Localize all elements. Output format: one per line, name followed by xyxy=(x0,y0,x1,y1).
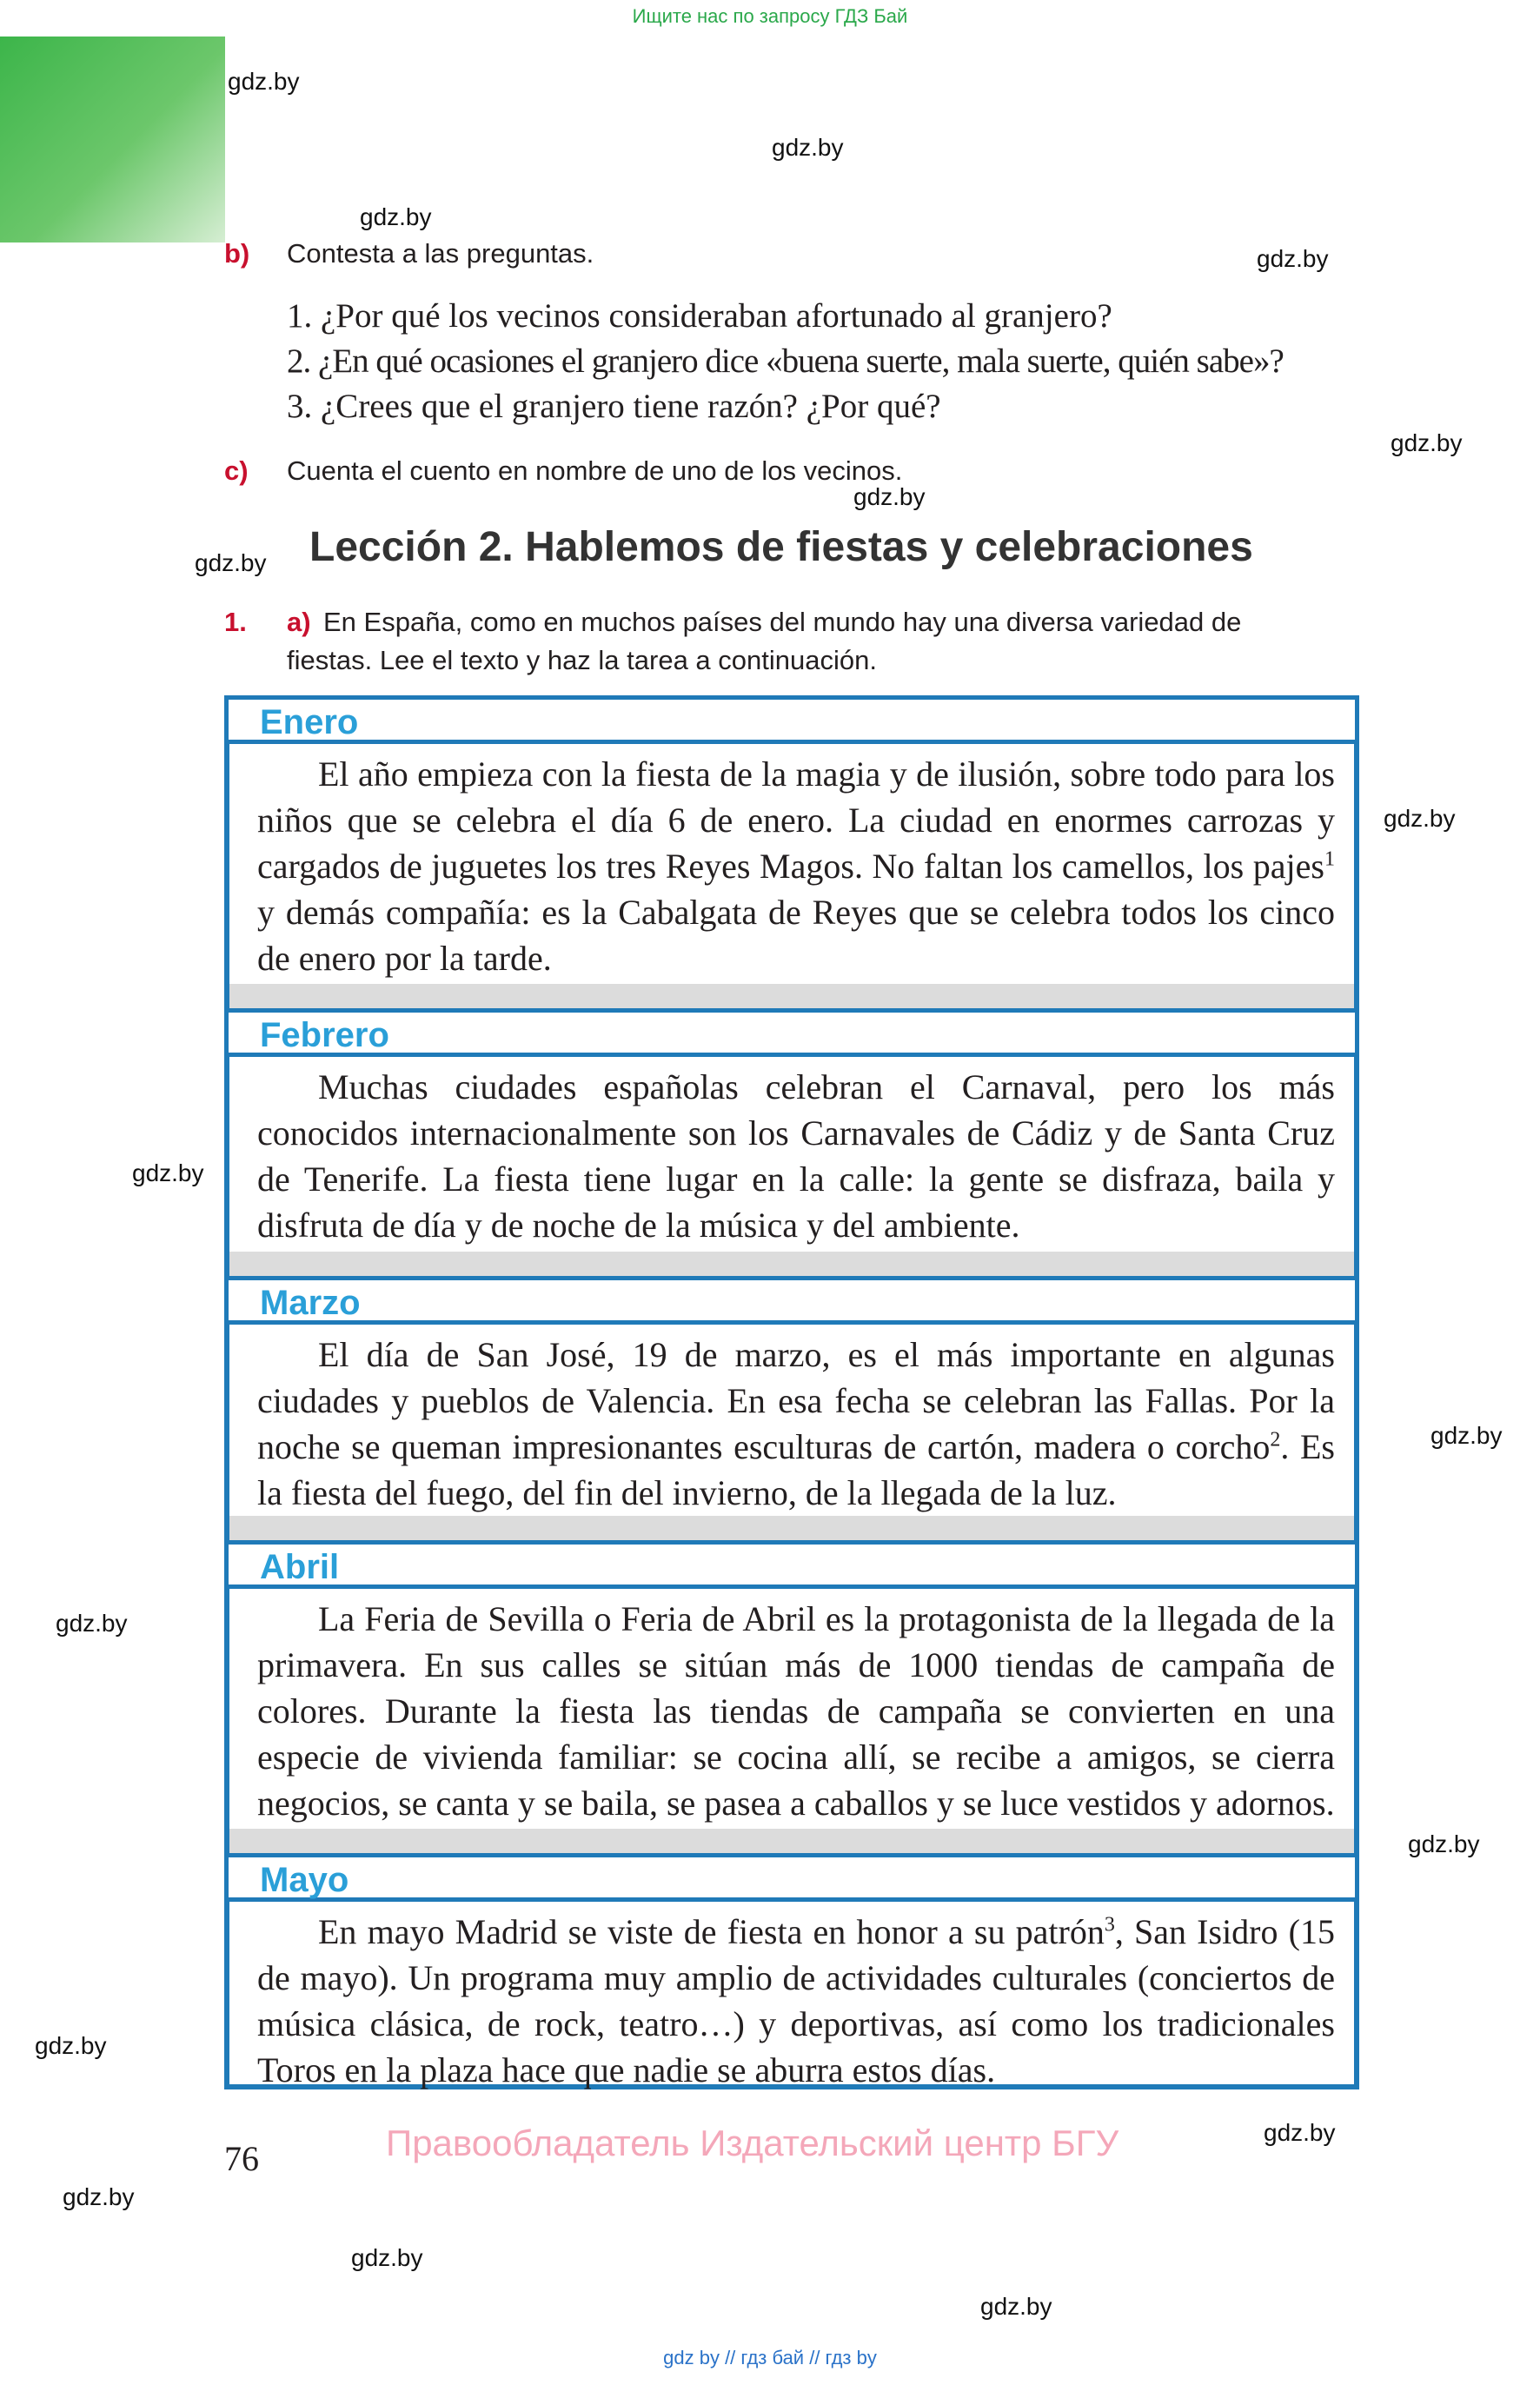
separator xyxy=(229,1516,1354,1540)
question-1: 1. ¿Por qué los vecinos consideraban afortunado al granjero? xyxy=(287,297,1112,335)
watermark: gdz.by xyxy=(1430,1422,1503,1449)
page-number: 76 xyxy=(224,2139,259,2178)
watermark: gdz.by xyxy=(360,203,432,230)
watermark: gdz.by xyxy=(63,2183,135,2210)
question-2: 2. ¿En qué ocasiones el granjero dice «buena suerte, mala suerte, quién sabe»? xyxy=(287,342,1284,380)
watermark: gdz.by xyxy=(1257,245,1329,272)
task-instruction-line-2: fiestas. Lee el texto y haz la tarea a continuación. xyxy=(287,645,877,675)
watermark: gdz.by xyxy=(853,483,926,510)
watermark: gdz.by xyxy=(351,2244,423,2271)
month-name: Febrero xyxy=(260,1016,389,1054)
corner-decoration xyxy=(0,37,225,242)
month-text-febrero: Muchas ciudades españolas celebran el Carnaval, pero los más conocidos internacionalmente son los Carnavales de Cádiz y de Santa Cruz de Tenerife. La fiesta tiene lugar en la calle: la gente se disfraza, baila y disfruta de día y de noche de la música y del ambiente. xyxy=(257,1067,1335,1245)
watermark: gdz.by xyxy=(35,2032,107,2059)
exercise-b-instruction: Contesta a las preguntas. xyxy=(287,238,594,269)
month-heading-marzo xyxy=(224,1276,1359,1325)
copyright-notice: Правообладатель Издательский центр БГУ xyxy=(386,2123,1119,2163)
month-heading-febrero xyxy=(224,1008,1359,1057)
month-heading-enero xyxy=(224,695,1359,744)
watermark: gdz.by xyxy=(772,134,844,161)
exercise-b-label: b) xyxy=(224,238,250,269)
separator xyxy=(229,1829,1354,1853)
question-3: 3. ¿Crees que el granjero tiene razón? ¿Por qué? xyxy=(287,388,941,425)
watermark: gdz.by xyxy=(1391,429,1463,456)
month-name: Mayo xyxy=(260,1861,349,1899)
watermark: gdz.by xyxy=(56,1610,128,1637)
watermark: gdz.by xyxy=(1384,805,1456,832)
watermark: gdz.by xyxy=(1408,1830,1480,1857)
separator xyxy=(229,984,1354,1008)
lesson-title: Lección 2. Hablemos de fiestas y celebraciones xyxy=(309,524,1253,570)
month-text-enero: El año empieza con la fiesta de la magia y de ilusión, sobre todo para los niños que se celebra el día 6 de enero. La ciudad en enormes carrozas y cargados de juguetes los tres Reyes Magos. No faltan los camellos, los pajes$^1$ y demás compañía: es la Cabalgata de Reyes que se celebra todos los cinco de enero por la tarde. xyxy=(257,754,1335,978)
month-name: Abril xyxy=(260,1548,340,1586)
month-name: Marzo xyxy=(260,1284,361,1322)
watermark: gdz.by xyxy=(228,68,300,95)
task-instruction-line-1: En España, como en muchos países del mundo hay una diversa variedad de xyxy=(323,607,1242,637)
month-text-mayo: En mayo Madrid se viste de fiesta en honor a su patrón$^3$, San Isidro (15 de mayo). Un programa muy amplio de actividades culturales (conciertos de música clásica, de rock, teatro…) y deportivas, así como los tradicionales Toros en la plaza hace que nadie se aburra estos días. xyxy=(257,1912,1335,2089)
month-text-marzo: El día de San José, 19 de marzo, es el más importante en algunas ciudades y pueblos de Valencia. En esa fecha se celebran las Fallas. Por la noche se queman impresionantes esculturas de cartón, madera o corcho$^2$. Es la fiesta del fuego, del fin del invierno, de la llegada de la luz. xyxy=(257,1335,1335,1512)
month-name: Enero xyxy=(260,703,359,741)
top-banner[interactable]: Ищите нас по запросу ГДЗ Бай xyxy=(632,5,908,27)
watermark: gdz.by xyxy=(195,549,267,576)
separator xyxy=(229,1252,1354,1276)
bottom-links[interactable]: gdz by // гдз бай // гдз by xyxy=(663,2347,877,2368)
watermark: gdz.by xyxy=(1264,2119,1336,2146)
month-heading-abril xyxy=(224,1540,1359,1589)
month-text-abril: La Feria de Sevilla o Feria de Abril es la protagonista de la llegada de la primavera. En sus calles se sitúan más de 1000 tiendas de campaña de colores. Durante la fiesta las tiendas de campaña se convierten en una especie de vivienda familiar: se cocina allí, se recibe a amigos, se cierra negocios, se canta y se baila, se pasea a caballos y se luce vestidos y adornos. xyxy=(257,1599,1335,1823)
exercise-c-label: c) xyxy=(224,455,249,486)
task-number: 1. xyxy=(224,607,247,637)
watermark: gdz.by xyxy=(132,1159,204,1186)
watermark: gdz.by xyxy=(980,2293,1052,2320)
month-heading-mayo xyxy=(224,1853,1359,1902)
task-sub-label: a) xyxy=(287,607,311,637)
exercise-c-instruction: Cuenta el cuento en nombre de uno de los vecinos. xyxy=(287,455,903,486)
